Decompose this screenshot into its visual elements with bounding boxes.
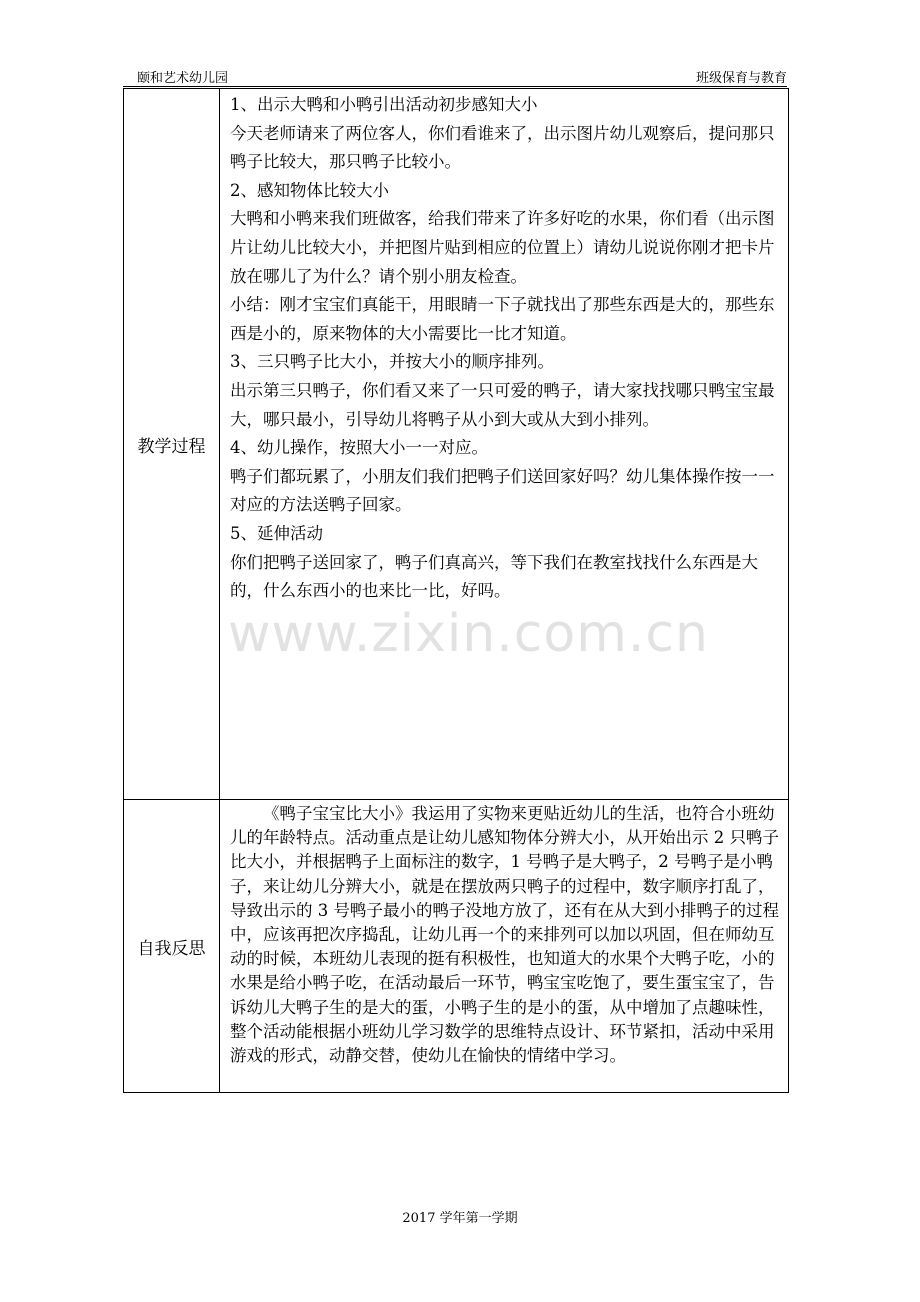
- self-reflection-content: [220, 800, 788, 1092]
- table-row-teaching-process: [124, 89, 788, 799]
- process-step-5-title: 5、延伸活动: [230, 523, 323, 543]
- header-section-title: 班级保育与教育: [695, 71, 787, 86]
- process-step-3-text: 出示第三只鸭子，你们看又来了一只可爱的鸭子，请大家找找哪只鸭宝宝最大，哪只最小，引导幼儿将鸭子从小到大或从大到小排列。: [230, 380, 775, 429]
- page-header: [123, 64, 787, 87]
- reflection-text: 《鸭子宝宝比大小》我运用了实物来更贴近幼儿的生活，也符合小班幼儿的年龄特点。活动重点是让幼儿感知物体分辨大小，从开始出示 2 只鸭子比大小，并根据鸭子上面标注的数字，1 号鸭子是大鸭子，2 号鸭子是小鸭子，来让幼儿分辨大小，就是在摆放两只鸭子的过程中，数字顺序打乱了，导致出示的 3 号鸭子最小的鸭子没地方放了，还有在从大到小排鸭子的过程中，应该再把次序捣乱，让幼儿再一个的来排列可以加以巩固，但在师幼互动的时候，本班幼儿表现的挺有积极性，也知道大的水果个大鸭子吃，小的水果是给小鸭子吃，在活动最后一环节，鸭宝宝吃饱了，要生蛋宝宝了，告诉幼儿大鸭子生的是大的蛋，小鸭子生的是小的蛋，从中增加了点趣味性，整个活动能根据小班幼儿学习数学的思维特点设计、环节紧扣，活动中采用游戏的形式，动静交替，使幼儿在愉快的情绪中学习。: [230, 804, 779, 1066]
- process-step-4-text: 鸭子们都玩累了，小朋友们我们把鸭子们送回家好吗？幼儿集体操作按一一对应的方法送鸭子回家。: [230, 466, 775, 515]
- header-school-name: 颐和艺术幼儿园: [137, 71, 229, 86]
- row-label-teaching-process: 教学过程: [124, 89, 220, 799]
- table-row-self-reflection: [124, 799, 788, 1092]
- watermark: www.zixin.com.cn: [228, 604, 709, 664]
- lesson-table: [123, 88, 789, 1093]
- process-step-1-title: 1、出示大鸭和小鸭引出活动初步感知大小: [230, 95, 538, 114]
- process-step-2-title: 2、感知物体比较大小: [230, 180, 389, 200]
- page-footer: 2017 学年第一学期: [402, 1211, 518, 1226]
- process-step-2-text: 大鸭和小鸭来我们班做客，给我们带来了许多好吃的水果，你们看（出示图片让幼儿比较大小，并把图片贴到相应的位置上）请幼儿说说你刚才把卡片放在哪儿了为什么？请个别小朋友检查。: [230, 209, 775, 286]
- process-step-3-title: 3、三只鸭子比大小，并按大小的顺序排列。: [230, 352, 554, 372]
- process-step-1-text: 今天老师请来了两位客人，你们看谁来了，出示图片幼儿观察后，提问那只鸭子比较大，那只鸭子比较小。: [230, 123, 775, 172]
- process-step-5-text: 你们把鸭子送回家了，鸭子们真高兴，等下我们在教室找找什么东西是大的，什么东西小的也来比一比，好吗。: [230, 552, 758, 601]
- teaching-process-content: [220, 89, 788, 799]
- process-summary: 小结：刚才宝宝们真能干，用眼睛一下子就找出了那些东西是大的，那些东西是小的，原来物体的大小需要比一比才知道。: [230, 295, 775, 343]
- process-step-4-title: 4、幼儿操作，按照大小一一对应。: [230, 438, 488, 458]
- row-label-self-reflection: 自我反思: [124, 800, 220, 1092]
